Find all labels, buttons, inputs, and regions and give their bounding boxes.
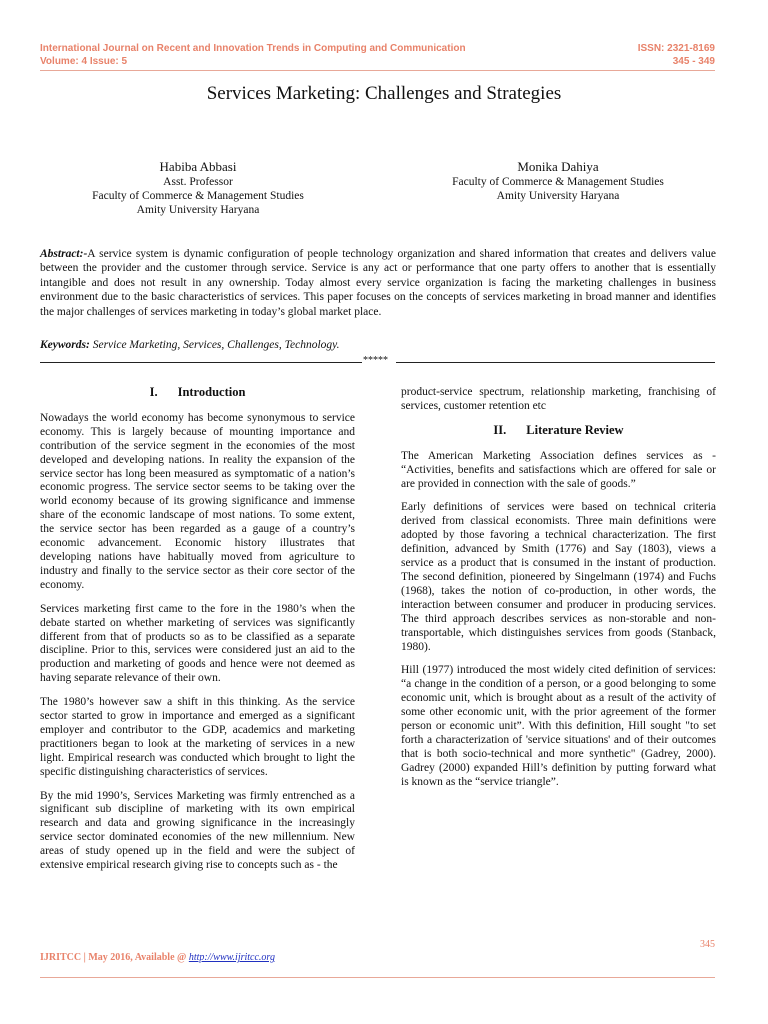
journal-name: International Journal on Recent and Innovation Trends in Computing and Communication (40, 43, 466, 54)
author-name: Monika Dahiya (517, 159, 599, 174)
abstract-label: Abstract:- (40, 248, 88, 260)
paragraph: By the mid 1990’s, Services Marketing was firmly entrenched as a significant sub discipline of marketing with its own empirical research and data and growing significance in the increasingly service sector dominated economies of the new millennium. New areas of study opened up in the field and were the subject of extensive empirical research giving rise to concepts such as - the (40, 789, 355, 872)
section-title: Introduction (177, 385, 246, 399)
author-2 (408, 160, 708, 203)
header-rule (40, 70, 715, 71)
author-univ: Amity University Haryana (496, 190, 620, 202)
author-univ: Amity University Haryana (136, 204, 260, 216)
page-range: 345 - 349 (672, 56, 715, 67)
author-dept: Faculty of Commerce & Management Studies (452, 176, 664, 188)
keywords-text: Service Marketing, Services, Challenges, Technology. (92, 339, 340, 351)
keywords (40, 339, 716, 351)
section-title: Literature Review (526, 422, 624, 437)
paragraph: Services marketing first came to the fore in the 1980’s when the debate started on whether marketing of services was significantly different from that of products so as to be classified as a separate discipline. Prior to this, services were considered just an aid to the production and marketing of goods and hence were not deemed as having separate relevance of their own. (40, 602, 355, 685)
paragraph: Nowadays the world economy has become synonymous to service economy. This is largely because of mounting importance and contribution of the service segment in the economies of the most developed and developing nations. In reality the expansion of the service sector has long been measured as symptomatic of a nation’s economic progress. The service sector seems to be taking over the world economy because of its growing significance and immense share of the economic landscape of most nations. To some extent, the service sector has been regarded as a gauge of a country’s economic advancement. Economic history illustrates that developing nations have habitually moved from agriculture to industry and finally to the service sector as their core sector of the economy. (40, 411, 355, 591)
abstract-text: A service system is dynamic configuration of people technology organization and shared information that creates and delivers value between the provider and the customer through service. Service is any act or performance that one party offers to another that is essentially intangible and does not result in any ownership. Today almost every service organization is facing the marketing challenges in business environment due to the basic characteristics of services. This paper focuses on the concepts of services marketing in broad manner and identifies the major challenges of services marketing in today’s global market place. (40, 248, 716, 318)
paragraph: Hill (1977) introduced the most widely cited definition of services: “a change in the condition of a person, or a good belonging to some economic unit, which is brought about as a result of the activity of some other economic unit, with the prior agreement of the former person or economic unit”. With this definition, Hill sought "to set forth a characterization of 'service situations' and of their outcomes that is both socio-technical and more synthetic" (Gadrey, 2000). Gadrey (2000) expanded Hill’s definition by putting forward what is known as the “service triangle”. (401, 664, 716, 788)
paragraph: product-service spectrum, relationship marketing, franchising of services, customer retention etc (401, 386, 716, 412)
paper-title: Services Marketing: Challenges and Strategies (206, 83, 562, 104)
author-role: Asst. Professor (163, 176, 233, 188)
separator-stars: ***** (363, 355, 388, 366)
paragraph: Early definitions of services were based on technical criteria derived from classical economists. Three main definitions were adopted by those favoring a technical characterization. The first definition, advanced by Smith (1776) and Say (1803), views a service as a product that is consumed in the instant of production. The second definition, pioneered by Singelmann (1974) and Fuchs (1968), takes the notion of co-production, in other words, the interaction between consumer and producer in producing services. The third approach describes services as non-storable and non-transportable, which distinguishes services from goods (Stanback, 1980). (401, 501, 716, 653)
separator-line-right (396, 362, 715, 363)
section-number: II. (493, 422, 507, 437)
section-number: I. (149, 385, 158, 399)
page-number: 345 (700, 939, 715, 950)
author-1 (48, 160, 348, 217)
keywords-label: Keywords: (40, 339, 90, 351)
issn: ISSN: 2321-8169 (637, 43, 715, 54)
footer-text: IJRITCC | May 2016, Available @ (40, 952, 189, 963)
paragraph: The American Marketing Association defines services as - “Activities, benefits and satisfactions which are offered for sale or are provided in connection with the sale of goods.” (401, 449, 716, 490)
footer (40, 952, 275, 963)
abstract (40, 247, 716, 319)
journal-header (40, 42, 466, 68)
footer-rule (40, 977, 715, 978)
section-heading-literature-review (401, 424, 716, 438)
paragraph: The 1980’s however saw a shift in this thinking. As the service sector started to grow in importance and emerged as a significant employer and contributor to the GDP, academics and marketing practitioners began to look at the marketing of services in a new light. Empirical research was conducted which brought to light the specific distinguishing characteristics of services. (40, 696, 355, 778)
author-name: Habiba Abbasi (159, 159, 237, 174)
author-dept: Faculty of Commerce & Management Studies (92, 190, 304, 202)
right-column (401, 386, 716, 800)
journal-link[interactable]: http://www.ijritcc.org (188, 952, 275, 963)
section-heading-introduction (40, 386, 355, 400)
issn-header (638, 42, 715, 68)
section-separator (40, 355, 715, 367)
journal-volume: Volume: 4 Issue: 5 (40, 56, 128, 67)
separator-line-left (40, 362, 362, 363)
left-column (40, 386, 355, 883)
